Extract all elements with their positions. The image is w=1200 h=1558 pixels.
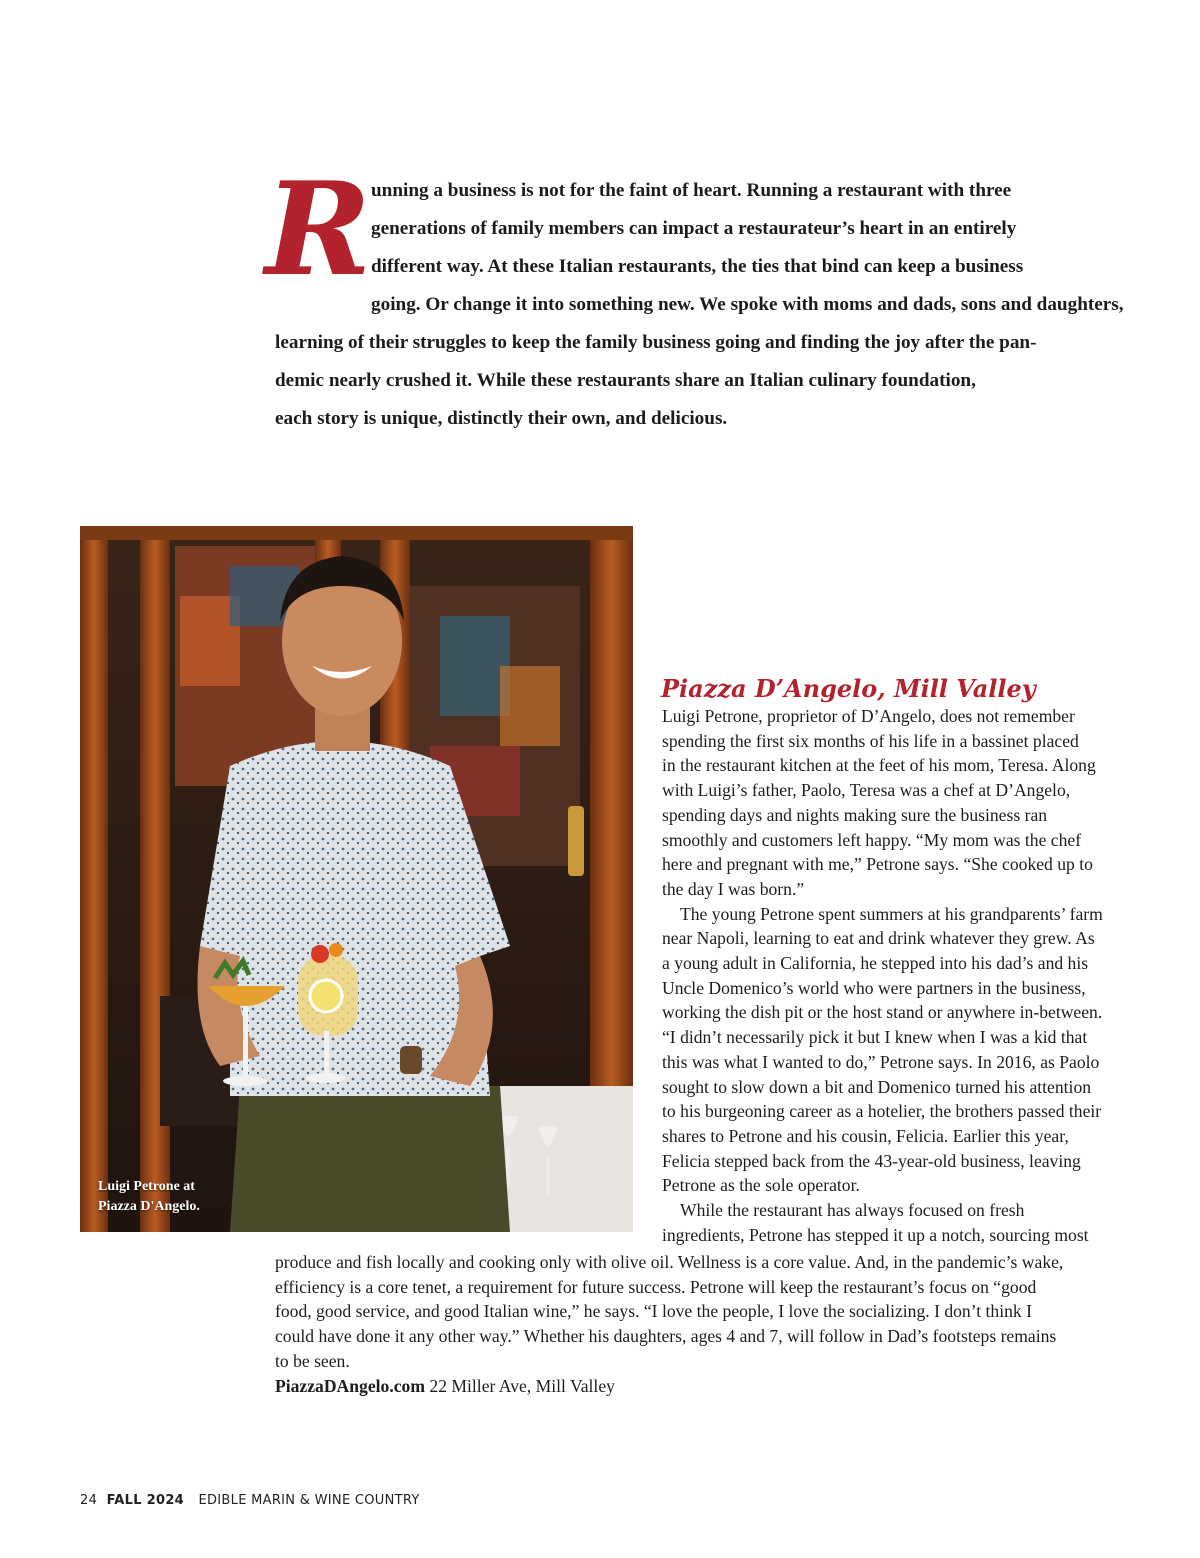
text-line: efficiency is a core tenet, a requirement for future success. Petrone will keep the restaurant’s focus on “good	[275, 1276, 1037, 1297]
intro-line: demic nearly crushed it. While these restaurants share an Italian culinary foundation,	[275, 370, 976, 391]
text-line: this was what I wanted to do,” Petrone says. In 2016, as Paolo	[662, 1051, 1100, 1072]
page-number: 24	[80, 1493, 98, 1508]
intro-paragraph	[265, 155, 1125, 438]
text-line: sought to slow down a bit and Domenico turned his attention	[662, 1076, 1092, 1097]
text-line: The young Petrone spent summers at his grandparents’ farm	[680, 903, 1103, 924]
text-line: Luigi Petrone, proprietor of D’Angelo, does not remember	[662, 706, 1075, 726]
text-line: While the restaurant has always focused on fresh	[680, 1200, 1025, 1221]
text-line: to his burgeoning career as a hotelier, the brothers passed their	[662, 1101, 1102, 1122]
text-line: ingredients, Petrone has stepped it up a notch, sourcing most	[662, 1224, 1089, 1245]
issue-label: FALL 2024	[106, 1493, 185, 1508]
text-line: working the dish pit or the host stand or anywhere in-between.	[662, 1002, 1103, 1023]
intro-line: generations of family members can impact a restaurateur’s heart in an entirely	[371, 218, 1017, 239]
article-paragraph	[275, 1250, 1145, 1374]
intro-line: going. Or change it into something new. We spoke with moms and dads, sons and daughters,	[371, 294, 1124, 315]
text-line: smoothly and customers left happy. “My mom was the chef	[662, 829, 1082, 850]
caption-line: Luigi Petrone at	[98, 1179, 195, 1194]
text-line: the day I was born.”	[662, 878, 805, 899]
photo-caption	[98, 1177, 258, 1217]
article-paragraph	[662, 704, 1138, 902]
text-line: in the restaurant kitchen at the feet of his mom, Teresa. Along	[662, 755, 1096, 776]
article-column	[662, 704, 1138, 1247]
publication-name: EDIBLE MARIN & WINE COUNTRY	[198, 1493, 420, 1508]
intro-line: learning of their struggles to keep the family business going and finding the joy after the pan-	[275, 332, 1037, 353]
text-line: Felicia stepped back from the 43-year-old business, leaving	[662, 1150, 1081, 1171]
text-line: could have done it any other way.” Whether his daughters, ages 4 and 7, will follow in Dad’s footsteps remains	[275, 1326, 1057, 1347]
article-paragraph	[662, 902, 1138, 1198]
text-line: with Luigi’s father, Paolo, Teresa was a chef at D’Angelo,	[662, 780, 1071, 801]
drop-cap: R	[265, 155, 372, 305]
text-line: food, good service, and good Italian wine,” he says. “I love the people, I love the socializing. I don’t think I	[275, 1301, 1032, 1322]
intro-line: each story is unique, distinctly their own, and delicious.	[275, 408, 728, 429]
text-line: spending the first six months of his life in a bassinet placed	[662, 730, 1079, 751]
section-heading: Piazza D’Angelo, Mill Valley	[661, 674, 1036, 703]
text-line: a young adult in California, he stepped into his dad’s and his	[662, 953, 1089, 974]
text-line: Uncle Domenico’s world who were partners in the business,	[662, 977, 1086, 998]
portrait-photo	[80, 526, 633, 1232]
address: 22 Miller Ave, Mill Valley	[425, 1375, 615, 1396]
text-line: here and pregnant with me,” Petrone says. “She cooked up to	[662, 854, 1093, 875]
text-line: to be seen.	[275, 1350, 350, 1371]
text-line: spending days and nights making sure the business ran	[662, 804, 1048, 825]
page-footer	[80, 1493, 420, 1508]
text-line: shares to Petrone and his cousin, Felicia. Earlier this year,	[662, 1125, 1069, 1146]
text-line: “I didn’t necessarily pick it but I knew when I was a kid that	[662, 1027, 1088, 1048]
website-link[interactable]: PiazzaDAngelo.com	[275, 1375, 425, 1396]
article-paragraph	[662, 1198, 1138, 1247]
caption-line: Piazza D'Angelo.	[98, 1199, 200, 1214]
article-wide-text	[275, 1250, 1145, 1398]
text-line: Petrone as the sole operator.	[662, 1175, 860, 1196]
text-line: near Napoli, learning to eat and drink whatever they grew. As	[662, 928, 1095, 949]
text-line: produce and fish locally and cooking only with olive oil. Wellness is a core value. And, in the pandemic’s wake,	[275, 1252, 1064, 1272]
intro-line: different way. At these Italian restaurants, the ties that bind can keep a business	[371, 256, 1024, 277]
intro-line: unning a business is not for the faint of heart. Running a restaurant with three	[371, 180, 1012, 201]
business-info	[275, 1374, 1145, 1399]
